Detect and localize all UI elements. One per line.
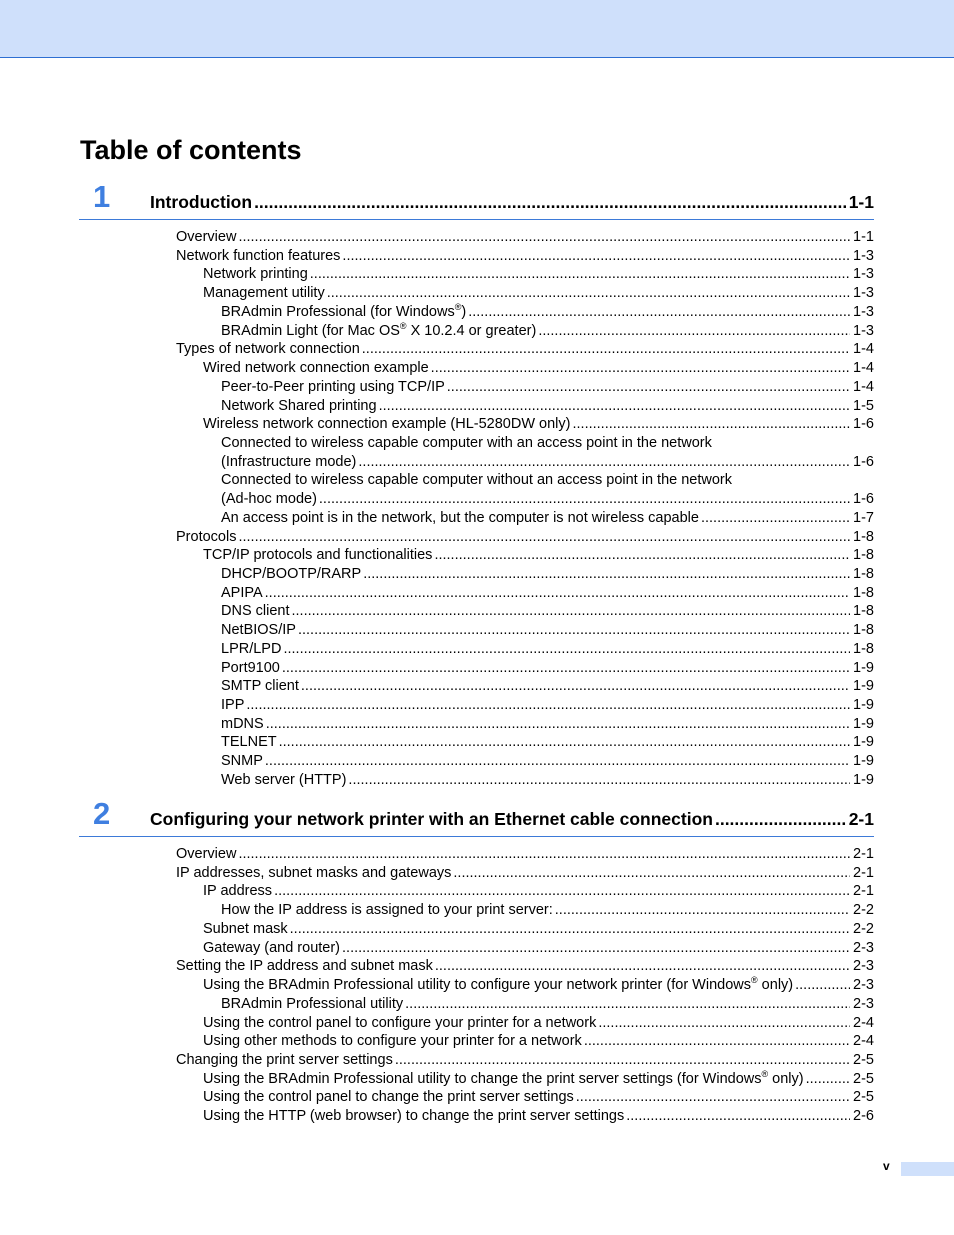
- toc-entry-text: DNS client: [221, 603, 290, 620]
- toc-entry-page: 1-8: [853, 603, 874, 620]
- toc-entry-page: 1-9: [853, 697, 874, 713]
- toc-entry-title: [203, 546, 432, 565]
- toc-entry-title: [221, 397, 377, 416]
- toc-entry[interactable]: [203, 415, 874, 434]
- toc-entry[interactable]: [221, 490, 874, 509]
- toc-entry-text: Connected to wireless capable computer without an access point in the network: [221, 472, 733, 489]
- toc-entry-page: 2-3: [853, 958, 874, 975]
- toc-entry-title: [203, 265, 308, 284]
- toc-entry-title: [203, 882, 272, 901]
- toc-entry[interactable]: [176, 957, 874, 976]
- toc-entry-title: [176, 1051, 393, 1070]
- toc-entry-title: [176, 340, 360, 359]
- dot-leader: [626, 1107, 850, 1126]
- chapter-title: Introduction: [150, 192, 253, 212]
- toc-entry-text: Using the BRAdmin Professional utility to change the print server settings (for Windows: [203, 1070, 762, 1087]
- dot-leader: [246, 696, 850, 715]
- toc-entry-page: 2-3: [853, 995, 874, 1012]
- toc-entry-title: [221, 752, 263, 771]
- dot-leader: [254, 191, 846, 213]
- toc-entry-text: DHCP/BOOTP/RARP: [221, 566, 362, 582]
- toc-entry-page: 1-9: [853, 753, 874, 770]
- toc-entry-page: 1-4: [853, 341, 874, 358]
- toc-entry-text: TCP/IP protocols and functionalities: [203, 547, 433, 564]
- toc-entry-page: 1-9: [853, 715, 874, 732]
- toc-entry-text: (Infrastructure mode): [221, 453, 357, 470]
- dot-leader: [453, 864, 850, 883]
- dot-leader: [395, 1051, 850, 1070]
- dot-leader: [319, 490, 850, 509]
- toc-entry[interactable]: [221, 677, 874, 696]
- header-band: [0, 0, 954, 58]
- toc-entry-page: 1-3: [853, 303, 874, 320]
- toc-entry[interactable]: [203, 1032, 874, 1051]
- toc-entry[interactable]: [176, 528, 874, 547]
- toc-entry-text: SMTP client: [221, 678, 299, 695]
- chapter-title-row: [150, 191, 874, 213]
- toc-entry-text: Network function features: [176, 247, 341, 264]
- toc-entry[interactable]: [203, 1088, 874, 1107]
- toc-entry[interactable]: [221, 602, 874, 621]
- toc-entry[interactable]: [221, 584, 874, 603]
- toc-entry-page: 1-8: [853, 622, 874, 639]
- toc-entry-title: [221, 565, 361, 584]
- toc-entry-title: [221, 771, 346, 790]
- toc-entry-title: [176, 845, 236, 864]
- toc-entry-page: 1-8: [853, 547, 874, 564]
- toc-entry[interactable]: [203, 546, 874, 565]
- toc-entry-text: Port9100: [221, 659, 280, 676]
- dot-leader: [431, 359, 850, 378]
- toc-entry-title: [221, 602, 290, 621]
- toc-entry-page: 1-3: [853, 285, 874, 302]
- toc-entry-title: [176, 528, 236, 547]
- toc-entry[interactable]: [176, 845, 874, 864]
- toc-entry-page: 1-6: [853, 491, 874, 508]
- toc-entry-title: [176, 228, 236, 247]
- toc-entry-title: [221, 659, 280, 678]
- toc-entry-text: Network Shared printing: [221, 397, 377, 414]
- toc-entry-text: Using the BRAdmin Professional utility to configure your network printer (for Windows: [203, 977, 752, 993]
- toc-entry-text: LPR/LPD: [221, 640, 282, 657]
- dot-leader: [310, 265, 850, 284]
- toc-entry-title: [203, 415, 570, 434]
- dot-leader: [358, 453, 850, 472]
- dot-leader: [435, 957, 850, 976]
- toc-entry-text: TELNET: [221, 734, 277, 751]
- toc-entry-page: 1-9: [853, 659, 874, 676]
- toc-entry-text: Subnet mask: [203, 920, 288, 937]
- footer-tab: [901, 1162, 954, 1176]
- registered-mark: ®: [454, 302, 462, 313]
- toc-entry-title: [203, 1088, 574, 1107]
- toc-entry[interactable]: [176, 228, 874, 247]
- toc-entry-title: [203, 1014, 596, 1033]
- dot-leader: [576, 1088, 850, 1107]
- dot-leader: [238, 845, 850, 864]
- toc-entry[interactable]: [176, 1051, 874, 1070]
- dot-leader: [290, 920, 850, 939]
- chapter-number: 2: [93, 796, 111, 831]
- toc-entry-title: [203, 1032, 582, 1051]
- toc-entry-page: 1-3: [853, 247, 874, 264]
- toc-entry-page: 2-5: [853, 1089, 874, 1106]
- toc-entry[interactable]: [221, 303, 874, 322]
- chapter-page: 1-1: [848, 192, 874, 212]
- page-number: v: [883, 1159, 890, 1173]
- toc-entry[interactable]: [221, 565, 874, 584]
- toc-entry[interactable]: [203, 359, 874, 378]
- toc-entry-title: [221, 995, 403, 1014]
- registered-mark: ®: [761, 1068, 769, 1079]
- toc-entry-text: An access point is in the network, but the computer is not wireless capable: [221, 509, 699, 526]
- toc-entry[interactable]: [176, 340, 874, 359]
- toc-entry[interactable]: [221, 752, 874, 771]
- registered-mark: ®: [399, 320, 407, 331]
- toc-entry-text: Connected to wireless capable computer with an access point in the network: [221, 434, 712, 451]
- dot-leader: [298, 621, 850, 640]
- dot-leader: [363, 565, 850, 584]
- toc-entry-page: 1-8: [853, 566, 874, 582]
- toc-entry[interactable]: [221, 640, 874, 659]
- toc-entry[interactable]: [203, 265, 874, 284]
- toc-entry-page: 2-6: [853, 1108, 874, 1125]
- toc-entry-text-suffix: ): [461, 303, 467, 320]
- toc-entry-text: Peer-to-Peer printing using TCP/IP: [221, 378, 445, 395]
- toc-entry-text-suffix: only): [757, 977, 794, 993]
- toc-entry[interactable]: [221, 995, 874, 1014]
- toc-entry-text: Protocols: [176, 528, 237, 545]
- toc-entry-text: BRAdmin Professional utility: [221, 995, 404, 1012]
- toc-entry-title: [221, 378, 445, 397]
- toc-entry-text-suffix: X 10.2.4 or greater): [406, 322, 537, 339]
- toc-entry-title: [221, 509, 699, 528]
- toc-entry-page: 2-3: [853, 977, 874, 993]
- toc-entry[interactable]: [221, 397, 874, 416]
- toc-entry-text: BRAdmin Professional (for Windows: [221, 303, 455, 320]
- toc-entry-page: 1-5: [853, 397, 874, 414]
- toc-entry-text: Wired network connection example: [203, 360, 429, 376]
- toc-entry[interactable]: [221, 771, 874, 790]
- toc-entry[interactable]: [221, 621, 874, 640]
- toc-entry[interactable]: [221, 378, 874, 397]
- dot-leader: [598, 1014, 850, 1033]
- toc-entry-title: [221, 715, 264, 734]
- dot-leader: [238, 528, 850, 547]
- toc-entry-page: 1-9: [853, 771, 874, 788]
- chapter-title: Configuring your network printer with an Ethernet cable connection: [150, 809, 713, 829]
- toc-entry-title: [221, 677, 299, 696]
- toc-entry[interactable]: [203, 1107, 874, 1126]
- toc-entry[interactable]: [203, 882, 874, 901]
- dot-leader: [555, 901, 850, 920]
- toc-entry-title: [203, 1107, 624, 1126]
- toc-entry-title: [221, 322, 536, 341]
- toc-entry-title: [203, 976, 793, 995]
- toc-entry-title: [176, 957, 433, 976]
- chapter-title-row: [150, 808, 874, 830]
- toc-entry[interactable]: [221, 901, 874, 920]
- toc-entry-text: mDNS: [221, 715, 264, 732]
- dot-leader: [327, 284, 850, 303]
- toc-entry-title: [203, 1070, 804, 1089]
- dot-leader: [279, 733, 850, 752]
- toc-entry-page: 1-9: [853, 678, 874, 695]
- toc-entry-text: (Ad-hoc mode): [221, 491, 317, 508]
- toc-entry-title: [203, 939, 340, 958]
- dot-leader: [292, 602, 851, 621]
- registered-mark: ®: [751, 975, 758, 986]
- toc-entry-text: Using the control panel to change the print server settings: [203, 1089, 574, 1106]
- toc-entry-page: 2-5: [853, 1051, 874, 1068]
- toc-entry-page: 1-4: [853, 378, 874, 395]
- toc-entry-page: 2-4: [853, 1033, 874, 1050]
- toc-entry[interactable]: [176, 864, 874, 883]
- toc-entry[interactable]: [221, 322, 874, 341]
- dot-leader: [238, 228, 850, 247]
- dot-leader: [434, 546, 850, 565]
- toc-entry[interactable]: [221, 453, 874, 472]
- toc-entry-page: 1-1: [853, 229, 874, 245]
- toc-entry-title: [221, 640, 281, 659]
- toc-entry[interactable]: [221, 509, 874, 528]
- dot-leader: [362, 340, 850, 359]
- toc-entry-page: 1-6: [853, 416, 874, 433]
- toc-entry-page: 2-4: [853, 1014, 874, 1031]
- toc-entry-page: 2-2: [853, 902, 874, 919]
- dot-leader: [572, 415, 850, 434]
- toc-entry-text: APIPA: [221, 584, 263, 601]
- toc-entry[interactable]: [221, 733, 874, 752]
- toc-entry[interactable]: [221, 471, 874, 490]
- toc-entry-text: Using the HTTP (web browser) to change the print server settings: [203, 1108, 625, 1125]
- toc-entry-text: Overview: [176, 846, 237, 862]
- toc-entry-page: 1-3: [853, 266, 874, 283]
- toc-entry-title: [221, 901, 553, 920]
- toc-entry-title: [221, 584, 263, 603]
- toc-entry-title: [221, 621, 296, 640]
- toc-entry-title: [221, 471, 732, 490]
- toc-entry-text: BRAdmin Light (for Mac OS: [221, 322, 400, 339]
- toc-entry-text: Types of network connection: [176, 341, 360, 358]
- chapter-page: 2-1: [848, 809, 874, 829]
- toc-entry[interactable]: [176, 247, 874, 266]
- toc-entry-page: 1-3: [853, 322, 874, 339]
- toc-entry-page: 2-2: [853, 920, 874, 937]
- toc-entry-page: 1-8: [853, 640, 874, 657]
- toc-entry-title: [203, 359, 429, 378]
- toc-entry-title: [221, 434, 712, 453]
- toc-entry-title: [221, 696, 244, 715]
- dot-leader: [468, 303, 850, 322]
- dot-leader: [342, 939, 850, 958]
- toc-entry-text: IP address: [203, 883, 273, 900]
- toc-entry-page: 1-9: [853, 734, 874, 751]
- toc-entry-text-suffix: only): [768, 1070, 804, 1087]
- toc-entry-page: 2-1: [853, 864, 874, 881]
- chapter-1-heading[interactable]: [79, 179, 874, 220]
- toc-entry-text: Management utility: [203, 285, 325, 302]
- dot-leader: [806, 1070, 850, 1089]
- toc-entry[interactable]: [221, 659, 874, 678]
- toc-entry-text: IP addresses, subnet masks and gateways: [176, 864, 452, 881]
- toc-entry-title: [176, 247, 340, 266]
- dot-leader: [266, 715, 850, 734]
- dot-leader: [301, 677, 850, 696]
- toc-entry-text: IPP: [221, 697, 245, 713]
- toc-entry[interactable]: [221, 434, 874, 453]
- toc-entry-text: Changing the print server settings: [176, 1051, 393, 1068]
- toc-entry[interactable]: [203, 920, 874, 939]
- dot-leader: [342, 247, 850, 266]
- toc-entry-text: NetBIOS/IP: [221, 622, 296, 639]
- dot-leader: [538, 322, 850, 341]
- toc-entry-text: Wireless network connection example (HL-5280DW only): [203, 416, 571, 433]
- dot-leader: [379, 397, 850, 416]
- dot-leader: [795, 976, 850, 995]
- dot-leader: [715, 808, 846, 830]
- toc-entry-text: Using the control panel to configure your printer for a network: [203, 1014, 597, 1031]
- chapter-2-heading[interactable]: [79, 796, 874, 837]
- dot-leader: [348, 771, 850, 790]
- toc-entry-page: 2-3: [853, 939, 874, 956]
- toc-entry[interactable]: [203, 1014, 874, 1033]
- toc-entry-title: [203, 284, 325, 303]
- dot-leader: [405, 995, 850, 1014]
- dot-leader: [274, 882, 850, 901]
- dot-leader: [282, 659, 850, 678]
- toc-entry-page: 2-5: [853, 1070, 874, 1087]
- toc-entry[interactable]: [221, 715, 874, 734]
- dot-leader: [584, 1032, 850, 1051]
- toc-entry-text: Network printing: [203, 266, 308, 283]
- toc-entry-title: [221, 303, 466, 322]
- toc-entry-page: 1-4: [853, 360, 874, 376]
- dot-leader: [701, 509, 850, 528]
- toc-entry[interactable]: [203, 1070, 874, 1089]
- dot-leader: [265, 752, 850, 771]
- toc-entry-text: Overview: [176, 229, 237, 245]
- toc-entry-text: Web server (HTTP): [221, 771, 347, 788]
- toc-entry-text: How the IP address is assigned to your print server:: [221, 902, 553, 919]
- toc-entry-page: 1-8: [853, 528, 874, 545]
- toc-entry-text: Setting the IP address and subnet mask: [176, 958, 433, 975]
- toc-entry-text: Using other methods to configure your printer for a network: [203, 1033, 582, 1050]
- chapter-number: 1: [93, 179, 111, 214]
- toc-entry-page: 2-1: [853, 883, 874, 900]
- toc-entry[interactable]: [203, 976, 874, 995]
- toc-entry[interactable]: [221, 696, 874, 715]
- toc-entry-page: 2-1: [853, 846, 874, 862]
- toc-entry[interactable]: [203, 939, 874, 958]
- toc-entry-page: 1-7: [853, 509, 874, 526]
- dot-leader: [265, 584, 850, 603]
- toc-entry-title: [203, 920, 288, 939]
- dot-leader: [283, 640, 850, 659]
- toc-entry-page: 1-8: [853, 584, 874, 601]
- toc-entry-title: [221, 453, 356, 472]
- toc-entry-page: 1-6: [853, 453, 874, 470]
- toc-entry[interactable]: [203, 284, 874, 303]
- toc-entry-title: [221, 490, 317, 509]
- page-title: Table of contents: [80, 135, 302, 165]
- toc-entry-title: [176, 864, 451, 883]
- dot-leader: [447, 378, 850, 397]
- toc-entry-title: [221, 733, 277, 752]
- toc-entry-text: SNMP: [221, 753, 263, 770]
- toc-entry-text: Gateway (and router): [203, 939, 341, 956]
